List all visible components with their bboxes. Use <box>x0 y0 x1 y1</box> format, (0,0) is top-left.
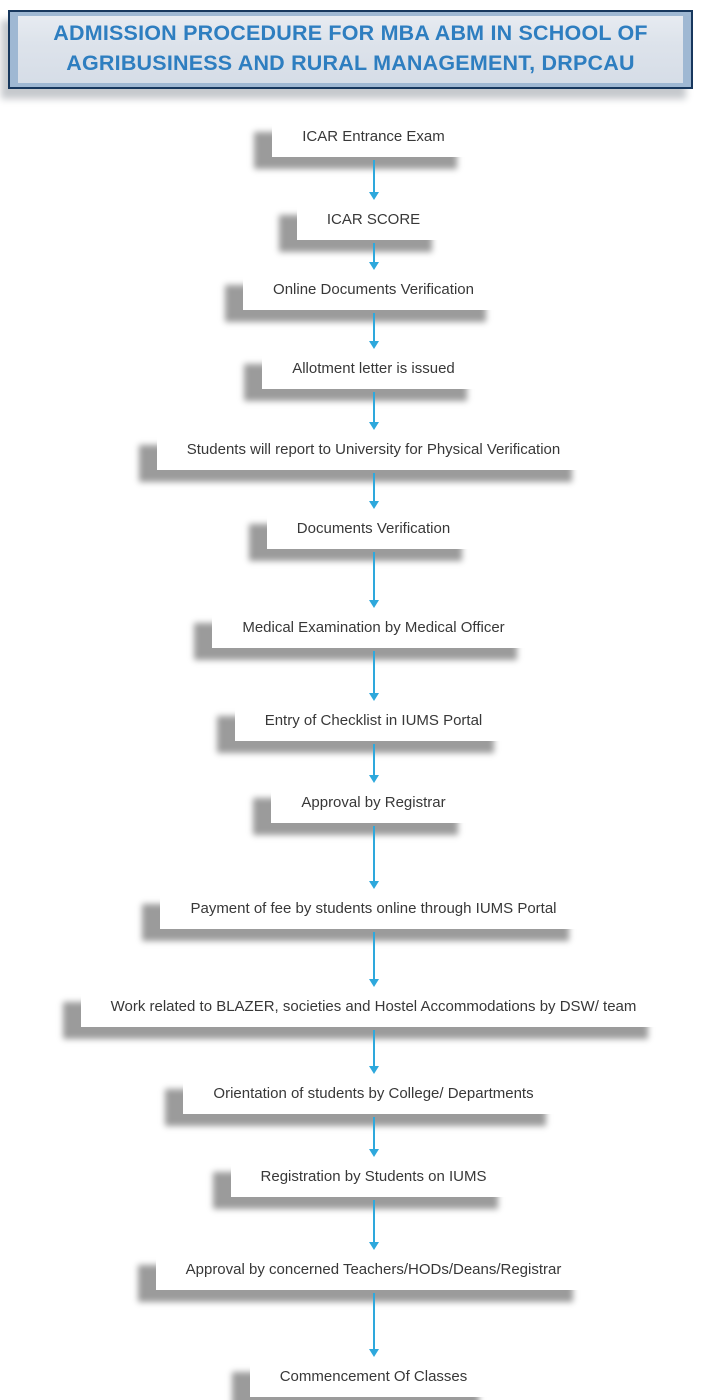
arrow-line <box>373 392 375 422</box>
arrow-head <box>369 979 379 987</box>
arrow-head <box>369 1149 379 1157</box>
arrow-line <box>373 243 375 262</box>
page-title-line2: AGRIBUSINESS AND RURAL MANAGEMENT, DRPCAU <box>66 50 635 75</box>
down-arrow-icon <box>369 392 379 430</box>
arrow-line <box>373 651 375 693</box>
down-arrow-icon <box>369 473 379 509</box>
arrow-head <box>369 775 379 783</box>
arrow-head <box>369 693 379 701</box>
flow-step-orientation <box>183 1077 563 1114</box>
title-banner <box>8 10 693 89</box>
down-arrow-icon <box>369 1293 379 1357</box>
arrow-line <box>373 1030 375 1066</box>
down-arrow-icon <box>369 243 379 270</box>
down-arrow-icon <box>369 552 379 608</box>
flow-step-approval-registrar <box>271 786 475 823</box>
flow-step-checklist-iums-portal <box>235 704 513 741</box>
arrow-line <box>373 744 375 775</box>
flow-step-label: Online Documents Verification <box>273 281 474 299</box>
flow-step-approval-teachers-hods-deans <box>156 1253 592 1290</box>
arrow-line <box>373 473 375 501</box>
flow-step-icar-score <box>297 203 450 240</box>
down-arrow-icon <box>369 651 379 701</box>
arrow-head <box>369 262 379 270</box>
arrow-line <box>373 313 375 341</box>
arrow-head <box>369 1349 379 1357</box>
down-arrow-icon <box>369 1030 379 1074</box>
flow-step-label: Documents Verification <box>296 520 451 538</box>
arrow-line <box>373 826 375 881</box>
flow-step-label: Work related to BLAZER, societies and Hostel Accommodations by DSW/ team <box>110 998 637 1016</box>
flow-step-medical-examination <box>212 611 534 648</box>
down-arrow-icon <box>369 313 379 349</box>
arrow-head <box>369 192 379 200</box>
arrow-line <box>373 1117 375 1149</box>
flow-step-allotment-letter <box>262 352 485 389</box>
arrow-line <box>373 552 375 600</box>
flow-step-label: Approval by concerned Teachers/HODs/Deans/Registrar <box>185 1261 562 1279</box>
down-arrow-icon <box>369 1200 379 1250</box>
flow-step-commencement-of-classes <box>250 1360 498 1397</box>
arrow-head <box>369 1066 379 1074</box>
page-title-line1: ADMISSION PROCEDURE FOR MBA ABM IN SCHOOL OF <box>53 21 648 45</box>
flow-step-label: Students will report to University for Physical Verification <box>186 441 561 459</box>
flow-step-documents-verification <box>267 512 480 549</box>
page-title <box>18 16 683 83</box>
arrow-line <box>373 160 375 192</box>
arrow-head <box>369 1242 379 1250</box>
flow-step-icar-entrance-exam <box>272 120 475 157</box>
down-arrow-icon <box>369 1117 379 1157</box>
arrow-head <box>369 600 379 608</box>
arrow-line <box>373 932 375 979</box>
flow-step-report-physical-verification <box>157 433 590 470</box>
flow-step-label: Approval by Registrar <box>301 794 446 812</box>
arrow-head <box>369 422 379 430</box>
arrow-head <box>369 341 379 349</box>
down-arrow-icon <box>369 160 379 200</box>
flow-step-online-documents-verification <box>243 273 504 310</box>
flow-step-label: Allotment letter is issued <box>292 360 455 378</box>
flow-step-label: Entry of Checklist in IUMS Portal <box>264 712 483 730</box>
arrow-head <box>369 501 379 509</box>
arrow-head <box>369 881 379 889</box>
down-arrow-icon <box>369 826 379 889</box>
flow-step-label: Payment of fee by students online through IUMS Portal <box>190 900 557 918</box>
flow-step-label: ICAR Entrance Exam <box>302 128 445 146</box>
flow-step-label: Commencement Of Classes <box>279 1368 468 1386</box>
flow-step-label: Registration by Students on IUMS <box>260 1168 487 1186</box>
flow-step-label: ICAR SCORE <box>326 211 421 229</box>
flow-step-blazer-societies-hostel <box>81 990 667 1027</box>
flow-step-label: Medical Examination by Medical Officer <box>242 619 505 637</box>
arrow-line <box>373 1293 375 1349</box>
flow-step-registration-iums <box>231 1160 517 1197</box>
flow-column <box>23 120 701 1397</box>
down-arrow-icon <box>369 932 379 987</box>
arrow-line <box>373 1200 375 1242</box>
flow-step-label: Orientation of students by College/ Departments <box>213 1085 534 1103</box>
flow-step-payment-of-fee <box>160 892 586 929</box>
down-arrow-icon <box>369 744 379 783</box>
